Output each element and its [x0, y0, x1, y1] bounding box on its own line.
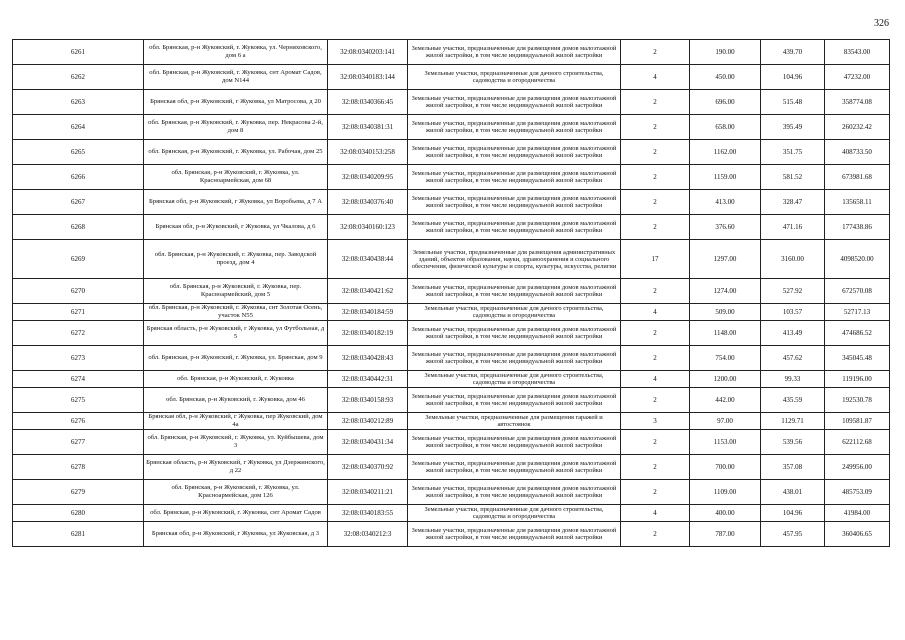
cadastral-number-cell: 32:08:0340153:258: [328, 140, 408, 165]
area-cell: 509.00: [690, 304, 761, 321]
specific-value-cell: 438.01: [761, 480, 825, 505]
address-cell: обл. Брянская, р-н Жуковский, г. Жуковка: [144, 371, 328, 388]
cadastral-value-table: [12, 39, 890, 547]
cadastral-value-cell: 41984.00: [825, 505, 890, 522]
table-row: [13, 40, 890, 65]
address-cell: обл. Брянская, р-н Жуковский, г. Жуковка, дом 46: [144, 388, 328, 413]
area-cell: 1148.00: [690, 321, 761, 346]
cadastral-value-cell: 360406.65: [825, 522, 890, 547]
group-cell: 2: [621, 115, 690, 140]
specific-value-cell: 439.70: [761, 40, 825, 65]
specific-value-cell: 357.08: [761, 455, 825, 480]
area-cell: 376.60: [690, 215, 761, 240]
group-cell: 4: [621, 304, 690, 321]
cadastral-value-cell: 485753.09: [825, 480, 890, 505]
table-row: [13, 165, 890, 190]
row-number-cell: 6280: [13, 505, 144, 522]
land-use-cell: Земельные участки, предназначенные для размещения домов малоэтажной жилой застройки, в том числе индивидуальной жилой застройки: [408, 388, 621, 413]
specific-value-cell: 328.47: [761, 190, 825, 215]
row-number-cell: 6281: [13, 522, 144, 547]
area-cell: 658.00: [690, 115, 761, 140]
group-cell: 2: [621, 480, 690, 505]
row-number-cell: 6270: [13, 279, 144, 304]
address-cell: Брянская обл, р-н Жуковский, г Жуковка, ул Чкалова, д 6: [144, 215, 328, 240]
area-cell: 1297.00: [690, 240, 761, 279]
cadastral-value-cell: 177438.86: [825, 215, 890, 240]
address-cell: Брянская обл, р-н Жуковский, г Жуковка, ул Матросова, д 20: [144, 90, 328, 115]
address-cell: обл. Брянская, р-н Жуковский, г. Жуковка, ул. Куйбышева, дом 3: [144, 430, 328, 455]
row-number-cell: 6269: [13, 240, 144, 279]
row-number-cell: 6271: [13, 304, 144, 321]
cadastral-value-cell: 83543.00: [825, 40, 890, 65]
table-row: [13, 90, 890, 115]
specific-value-cell: 99.33: [761, 371, 825, 388]
group-cell: 4: [621, 371, 690, 388]
land-use-cell: Земельные участки, предназначенные для размещения домов малоэтажной жилой застройки, в том числе индивидуальной жилой застройки: [408, 480, 621, 505]
table-row: [13, 455, 890, 480]
cadastral-value-cell: 109581.87: [825, 413, 890, 430]
area-cell: 696.00: [690, 90, 761, 115]
table-body: [13, 40, 890, 547]
specific-value-cell: 457.62: [761, 346, 825, 371]
cadastral-number-cell: 32:08:0340211:21: [328, 480, 408, 505]
address-cell: обл. Брянская, р-н Жуковский, г. Жуковка, пер. Некрасова 2-й, дом 8: [144, 115, 328, 140]
address-cell: обл. Брянская, р-н Жуковский, г. Жуковка, снт Аромат Садов: [144, 505, 328, 522]
row-number-cell: 6276: [13, 413, 144, 430]
table-row: [13, 505, 890, 522]
table-row: [13, 480, 890, 505]
group-cell: 2: [621, 40, 690, 65]
row-number-cell: 6264: [13, 115, 144, 140]
table-row: [13, 413, 890, 430]
cadastral-number-cell: 32:08:0340381:31: [328, 115, 408, 140]
address-cell: обл. Брянская, р-н Жуковский, г. Жуковка, ул. Красноармейская, дом 126: [144, 480, 328, 505]
row-number-cell: 6277: [13, 430, 144, 455]
land-use-cell: Земельные участки, предназначенные для размещения домов малоэтажной жилой застройки, в том числе индивидуальной жилой застройки: [408, 90, 621, 115]
cadastral-value-cell: 622112.68: [825, 430, 890, 455]
group-cell: 2: [621, 522, 690, 547]
land-use-cell: Земельные участки, предназначенные для размещения домов малоэтажной жилой застройки, в том числе индивидуальной жилой застройки: [408, 215, 621, 240]
row-number-cell: 6266: [13, 165, 144, 190]
land-use-cell: Земельные участки, предназначенные для размещения домов малоэтажной жилой застройки, в том числе индивидуальной жилой застройки: [408, 430, 621, 455]
area-cell: 754.00: [690, 346, 761, 371]
cadastral-value-cell: 4098520.00: [825, 240, 890, 279]
cadastral-number-cell: 32:08:0340184:59: [328, 304, 408, 321]
table-row: [13, 115, 890, 140]
address-cell: Брянская обл, р-н Жуковский, г Жуковка, ул Жуковская, д 3: [144, 522, 328, 547]
cadastral-value-cell: 345045.48: [825, 346, 890, 371]
cadastral-value-cell: 192530.78: [825, 388, 890, 413]
group-cell: 3: [621, 413, 690, 430]
address-cell: обл. Брянская, р-н Жуковский, г. Жуковка, снт Аромат Садов, дом N144: [144, 65, 328, 90]
specific-value-cell: 104.96: [761, 505, 825, 522]
land-use-cell: Земельные участки, предназначенные для размещения домов малоэтажной жилой застройки, в том числе индивидуальной жилой застройки: [408, 165, 621, 190]
area-cell: 1159.00: [690, 165, 761, 190]
row-number-cell: 6265: [13, 140, 144, 165]
cadastral-number-cell: 32:08:0340212:89: [328, 413, 408, 430]
land-use-cell: Земельные участки, предназначенные для дачного строительства, садоводства и огородничества: [408, 371, 621, 388]
area-cell: 190.00: [690, 40, 761, 65]
land-use-cell: Земельные участки, предназначенные для размещения домов малоэтажной жилой застройки, в том числе индивидуальной жилой застройки: [408, 455, 621, 480]
cadastral-value-cell: 119196.00: [825, 371, 890, 388]
specific-value-cell: 103.57: [761, 304, 825, 321]
land-use-cell: Земельные участки, предназначенные для дачного строительства, садоводства и огородничества: [408, 65, 621, 90]
area-cell: 700.00: [690, 455, 761, 480]
land-use-cell: Земельные участки, предназначенные для дачного строительства, садоводства и огородничества: [408, 505, 621, 522]
cadastral-value-cell: 408733.50: [825, 140, 890, 165]
table-row: [13, 522, 890, 547]
address-cell: обл. Брянская, р-н Жуковский, г. Жуковка, снт Золотая Осень, участок N55: [144, 304, 328, 321]
table-row: [13, 321, 890, 346]
cadastral-number-cell: 32:08:0340442:31: [328, 371, 408, 388]
row-number-cell: 6263: [13, 90, 144, 115]
area-cell: 400.00: [690, 505, 761, 522]
row-number-cell: 6274: [13, 371, 144, 388]
area-cell: 442.00: [690, 388, 761, 413]
area-cell: 450.00: [690, 65, 761, 90]
group-cell: 2: [621, 215, 690, 240]
row-number-cell: 6273: [13, 346, 144, 371]
cadastral-value-cell: 474686.52: [825, 321, 890, 346]
address-cell: обл. Брянская, р-н Жуковский, г. Жуковка, пер. Заводской проезд, дом 4: [144, 240, 328, 279]
group-cell: 2: [621, 388, 690, 413]
land-use-cell: Земельные участки, предназначенные для дачного строительства, садоводства и огородничества: [408, 304, 621, 321]
table-row: [13, 279, 890, 304]
table-row: [13, 304, 890, 321]
table-row: [13, 371, 890, 388]
address-cell: обл. Брянская, р-н Жуковский, г. Жуковка, ул. Брянская, дом 9: [144, 346, 328, 371]
group-cell: 2: [621, 346, 690, 371]
group-cell: 17: [621, 240, 690, 279]
row-number-cell: 6262: [13, 65, 144, 90]
cadastral-number-cell: 32:08:0340158:93: [328, 388, 408, 413]
address-cell: Брянская область, р-н Жуковский, г Жуковка, ул Дзержинского, д 22: [144, 455, 328, 480]
cadastral-value-cell: 358774.08: [825, 90, 890, 115]
cadastral-number-cell: 32:08:0340209:95: [328, 165, 408, 190]
area-cell: 1153.00: [690, 430, 761, 455]
address-cell: Брянская обл, р-н Жуковский, г Жуковка, ул Воробьева, д 7 А: [144, 190, 328, 215]
cadastral-value-cell: 260232.42: [825, 115, 890, 140]
row-number-cell: 6272: [13, 321, 144, 346]
group-cell: 2: [621, 90, 690, 115]
area-cell: 1162.00: [690, 140, 761, 165]
cadastral-number-cell: 32:08:0340376:40: [328, 190, 408, 215]
cadastral-value-cell: 135658.11: [825, 190, 890, 215]
cadastral-number-cell: 32:08:0340370:92: [328, 455, 408, 480]
group-cell: 4: [621, 505, 690, 522]
cadastral-value-cell: 672570.08: [825, 279, 890, 304]
land-use-cell: Земельные участки, предназначенные для размещения домов малоэтажной жилой застройки, в том числе индивидуальной жилой застройки: [408, 279, 621, 304]
address-cell: Брянская обл, р-н Жуковский, г Жуковка, пер Жуковский, дом 4а: [144, 413, 328, 430]
land-use-cell: Земельные участки, предназначенные для размещения административных зданий, объектов образования, науки, здравоохранения и социального обеспечения, физической культуры и спорта, культуры, искусства, религии: [408, 240, 621, 279]
address-cell: обл. Брянская, р-н Жуковский, г. Жуковка, ул. Красноармейская, дом 68: [144, 165, 328, 190]
table-row: [13, 430, 890, 455]
specific-value-cell: 515.48: [761, 90, 825, 115]
row-number-cell: 6279: [13, 480, 144, 505]
table-row: [13, 190, 890, 215]
table-row: [13, 388, 890, 413]
specific-value-cell: 527.92: [761, 279, 825, 304]
specific-value-cell: 539.56: [761, 430, 825, 455]
area-cell: 97.00: [690, 413, 761, 430]
group-cell: 2: [621, 455, 690, 480]
address-cell: Брянская область, р-н Жуковский, г Жуковка, ул Футбольная, д 5: [144, 321, 328, 346]
address-cell: обл. Брянская, р-н Жуковский, г. Жуковка, ул. Черняховского, дом 6 а: [144, 40, 328, 65]
row-number-cell: 6261: [13, 40, 144, 65]
land-use-cell: Земельные участки, предназначенные для размещения домов малоэтажной жилой застройки, в том числе индивидуальной жилой застройки: [408, 40, 621, 65]
table-row: [13, 240, 890, 279]
table-row: [13, 65, 890, 90]
address-cell: обл. Брянская, р-н Жуковский, г. Жуковка, пер. Красноармейский, дом 5: [144, 279, 328, 304]
cadastral-value-cell: 47232.00: [825, 65, 890, 90]
group-cell: 2: [621, 165, 690, 190]
page-number: 326: [874, 18, 889, 29]
cadastral-number-cell: 32:08:0340438:44: [328, 240, 408, 279]
specific-value-cell: 104.96: [761, 65, 825, 90]
land-use-cell: Земельные участки, предназначенные для размещения домов малоэтажной жилой застройки, в том числе индивидуальной жилой застройки: [408, 190, 621, 215]
row-number-cell: 6278: [13, 455, 144, 480]
cadastral-number-cell: 32:08:0340183:144: [328, 65, 408, 90]
group-cell: 4: [621, 65, 690, 90]
cadastral-number-cell: 32:08:0340421:62: [328, 279, 408, 304]
area-cell: 1109.00: [690, 480, 761, 505]
cadastral-value-cell: 249956.00: [825, 455, 890, 480]
specific-value-cell: 1129.71: [761, 413, 825, 430]
specific-value-cell: 395.49: [761, 115, 825, 140]
land-use-cell: Земельные участки, предназначенные для размещения домов малоэтажной жилой застройки, в том числе индивидуальной жилой застройки: [408, 321, 621, 346]
cadastral-number-cell: 32:08:0340183:55: [328, 505, 408, 522]
land-use-cell: Земельные участки, предназначенные для размещения домов малоэтажной жилой застройки, в том числе индивидуальной жилой застройки: [408, 115, 621, 140]
cadastral-number-cell: 32:08:0340212:3: [328, 522, 408, 547]
cadastral-number-cell: 32:08:0340428:43: [328, 346, 408, 371]
row-number-cell: 6267: [13, 190, 144, 215]
cadastral-number-cell: 32:08:0340203:141: [328, 40, 408, 65]
cadastral-value-cell: 673981.68: [825, 165, 890, 190]
group-cell: 2: [621, 140, 690, 165]
group-cell: 2: [621, 190, 690, 215]
specific-value-cell: 471.16: [761, 215, 825, 240]
land-use-cell: Земельные участки, предназначенные для размещения домов малоэтажной жилой застройки, в том числе индивидуальной жилой застройки: [408, 140, 621, 165]
row-number-cell: 6268: [13, 215, 144, 240]
area-cell: 413.00: [690, 190, 761, 215]
table-row: [13, 346, 890, 371]
specific-value-cell: 435.59: [761, 388, 825, 413]
group-cell: 2: [621, 430, 690, 455]
area-cell: 1200.00: [690, 371, 761, 388]
table-row: [13, 215, 890, 240]
group-cell: 2: [621, 279, 690, 304]
cadastral-number-cell: 32:08:0340431:34: [328, 430, 408, 455]
cadastral-value-cell: 52717.13: [825, 304, 890, 321]
area-cell: 1274.00: [690, 279, 761, 304]
specific-value-cell: 3160.00: [761, 240, 825, 279]
specific-value-cell: 457.95: [761, 522, 825, 547]
land-use-cell: Земельные участки, предназначенные для размещения гаражей и автостоянок: [408, 413, 621, 430]
specific-value-cell: 351.75: [761, 140, 825, 165]
cadastral-number-cell: 32:08:0340182:19: [328, 321, 408, 346]
land-use-cell: Земельные участки, предназначенные для размещения домов малоэтажной жилой застройки, в том числе индивидуальной жилой застройки: [408, 346, 621, 371]
specific-value-cell: 581.52: [761, 165, 825, 190]
land-use-cell: Земельные участки, предназначенные для размещения домов малоэтажной жилой застройки, в том числе индивидуальной жилой застройки: [408, 522, 621, 547]
address-cell: обл. Брянская, р-н Жуковский, г. Жуковка, ул. Рабочая, дом 25: [144, 140, 328, 165]
cadastral-number-cell: 32:08:0340160:123: [328, 215, 408, 240]
group-cell: 2: [621, 321, 690, 346]
cadastral-number-cell: 32:08:0340366:45: [328, 90, 408, 115]
table-row: [13, 140, 890, 165]
specific-value-cell: 413.49: [761, 321, 825, 346]
row-number-cell: 6275: [13, 388, 144, 413]
area-cell: 787.00: [690, 522, 761, 547]
